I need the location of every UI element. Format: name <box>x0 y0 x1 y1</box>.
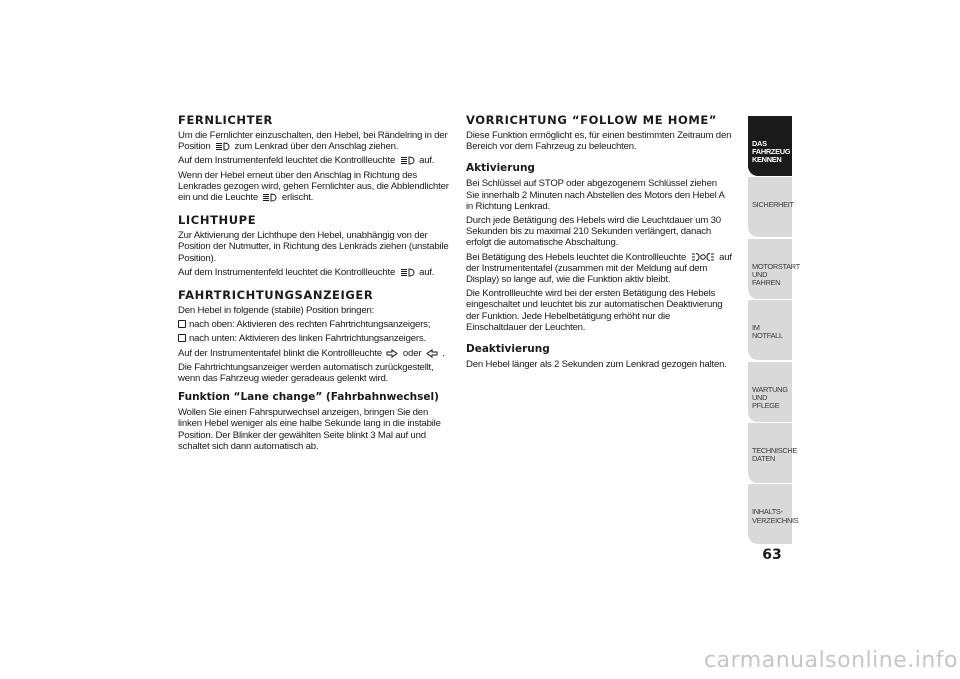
tab-motorstart-und-fahren[interactable]: MOTORSTART UND FAHREN <box>748 239 792 299</box>
heading-fernlichter: FERNLICHTER <box>178 113 274 127</box>
high-beam-icon <box>215 142 230 151</box>
heading-lane-change: Funktion “Lane change” (Fahrbahnwechsel) <box>178 391 439 404</box>
paragraph: Die Kontrollleuchte wird bei der ersten Betätigung des Hebels eingeschaltet und leuchtet bis zur automatischen Deaktivierung der Funktion. Jede Hebelbetätigung erhöht nur die Einschaltdauer der Leuchten. <box>466 288 723 333</box>
tab-wartung-und-pflege[interactable]: WARTUNG UND PFLEGE <box>748 362 792 422</box>
heading-follow-me-home: VORRICHTUNG “FOLLOW ME HOME” <box>466 113 718 127</box>
high-beam-icon <box>262 193 277 202</box>
left-column <box>178 113 454 455</box>
paragraph: Den Hebel länger als 2 Sekunden zum Lenkrad gezogen halten. <box>466 359 727 371</box>
list-item: nach oben: Aktivieren des rechten Fahrtrichtungsanzeigers; <box>178 319 454 330</box>
turn-left-arrow-icon <box>426 349 438 358</box>
tab-inhaltsverzeichnis[interactable]: INHALTS- VERZEICHNIS <box>748 484 792 544</box>
follow-me-home-icon <box>691 252 715 262</box>
heading-fahrtrichtungsanzeiger: FAHRTRICHTUNGSANZEIGER <box>178 288 374 303</box>
turn-right-arrow-icon <box>386 349 398 358</box>
paragraph: Zur Aktivierung der Lichthupe den Hebel, unabhängig von der Position der Nutmutter, in Richtung des Lenkrads ziehen (unstabile Position). <box>178 230 449 264</box>
right-column <box>466 113 732 373</box>
heading-lichthupe: LICHTHUPE <box>178 213 257 228</box>
paragraph: Um die Fernlichter einzuschalten, den Hebel, bei Rändelring in der Position zum Lenkrad über den Anschlag ziehen. <box>178 130 448 153</box>
watermark: carmanualsonline.info <box>704 648 958 673</box>
paragraph: Den Hebel in folgende (stabile) Position bringen: <box>178 305 375 317</box>
paragraph: Bei Schlüssel auf STOP oder abgezogenem Schlüssel ziehen Sie innerhalb 2 Minuten nach Abstellen des Motors den Hebel A in Richtung Lenkrad. <box>466 178 725 212</box>
tab-das-fahrzeug-kennen[interactable]: DAS FAHRZEUG KENNEN <box>748 116 792 176</box>
heading-deaktivierung: Deaktivierung <box>466 343 550 356</box>
checkbox-bullet-icon <box>178 320 186 328</box>
tab-sicherheit[interactable]: SICHERHEIT <box>748 177 792 237</box>
paragraph: Durch jede Betätigung des Hebels wird die Leuchtdauer um 30 Sekunden bis zu maximal 210 Sekunden verlängert, danach erfolgt die automatische Abschaltung. <box>466 215 721 249</box>
paragraph: Diese Funktion ermöglicht es, für einen bestimmten Zeitraum den Bereich vor dem Fahrzeug zu beleuchten. <box>466 130 732 153</box>
paragraph: Wollen Sie einen Fahrspurwechsel anzeigen, bringen Sie den linken Hebel weniger als eine halbe Sekunde lang in die instabile Position. Der Blinker der gewählten Seite blinkt 3 Mal auf und schaltet sich dann automatisch ab. <box>178 407 441 452</box>
page-number: 63 <box>762 547 782 563</box>
tab-im-notfall[interactable]: IM NOTFALL <box>748 300 792 360</box>
list-item: nach unten: Aktivieren des linken Fahrtrichtungsanzeigers. <box>178 333 454 344</box>
paragraph: Die Fahrtrichtungsanzeiger werden automatisch zurückgestellt, wenn das Fahrzeug wieder geradeaus gelenkt wird. <box>178 361 434 385</box>
paragraph: Auf dem Instrumentenfeld leuchtet die Kontrollleuchte auf. <box>178 266 435 278</box>
tab-technische-daten[interactable]: TECHNISCHE DATEN <box>748 423 792 483</box>
checkbox-bullet-icon <box>178 334 186 342</box>
paragraph: Bei Betätigung des Hebels leuchtet die Kontrollleuchte auf der Instrumententafel (zusammen mit der Meldung auf dem Display) so lange auf, wie die Funktion aktiv bleibt. <box>466 251 732 286</box>
paragraph: Wenn der Hebel erneut über den Anschlag in Richtung des Lenkrades gezogen wird, gehen Fernlichter aus, die Abblendlichter ein und die Leuchte erlischt. <box>178 169 449 204</box>
paragraph: Auf der Instrumententafel blinkt die Kontrollleuchte oder . <box>178 347 445 359</box>
chapter-tabs <box>748 116 800 546</box>
high-beam-icon <box>400 268 415 277</box>
heading-aktivierung: Aktivierung <box>466 162 535 175</box>
paragraph: Auf dem Instrumentenfeld leuchtet die Kontrollleuchte auf. <box>178 155 435 167</box>
high-beam-icon <box>400 156 415 165</box>
